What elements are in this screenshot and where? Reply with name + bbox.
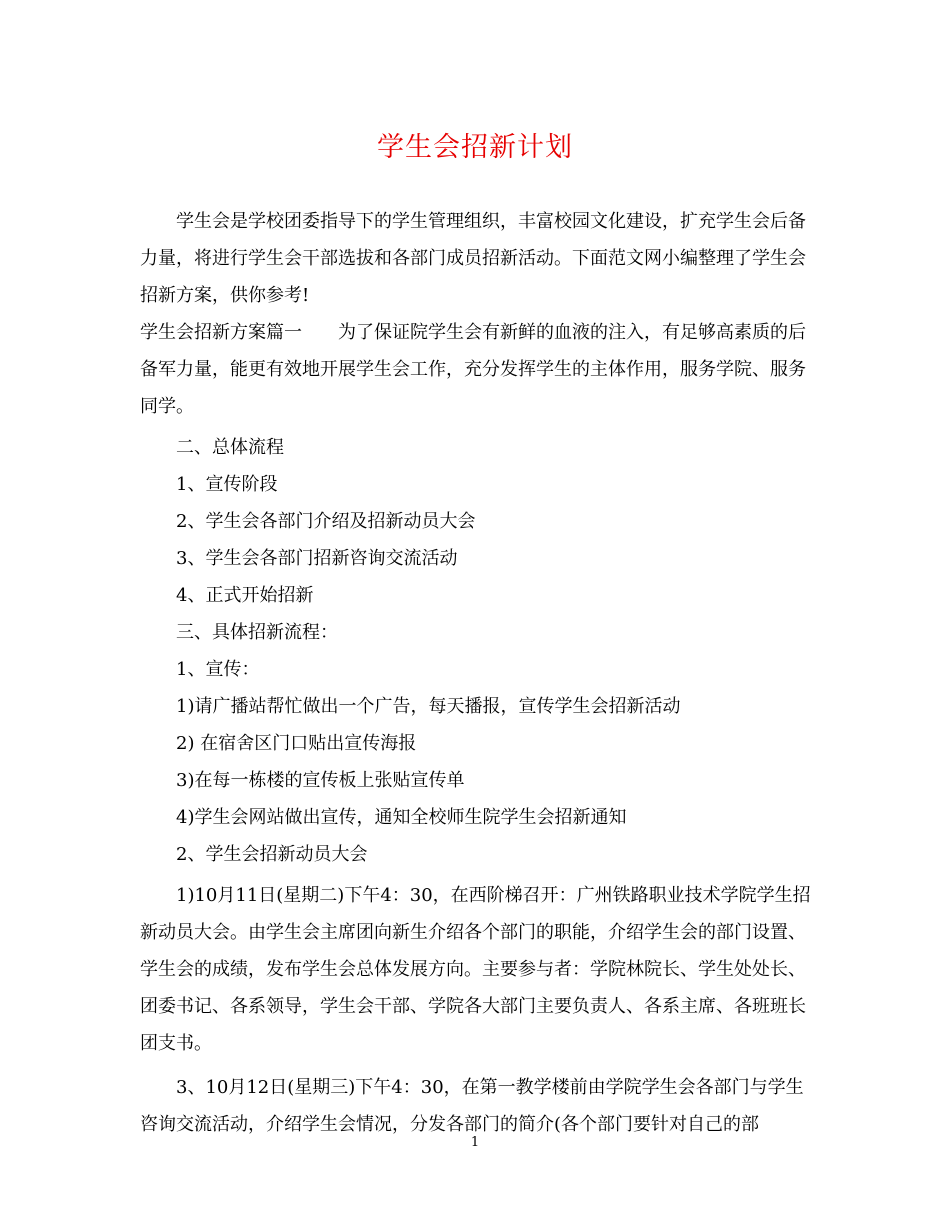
- document-body: [140, 203, 815, 1143]
- list-item: 2、学生会各部门介绍及招新动员大会: [176, 511, 476, 532]
- list-item: 3、学生会各部门招新咨询交流活动: [176, 548, 458, 569]
- list-item: 3)在每一栋楼的宣传板上张贴宣传单: [176, 770, 465, 791]
- list-item: 1)请广播站帮忙做出一个广告，每天播报，宣传学生会招新活动: [176, 696, 681, 717]
- list-item: 2) 在宿舍区门口贴出宣传海报: [176, 733, 417, 754]
- consultation-activity-paragraph: 3、10月12日(星期三)下午4：30，在第一教学楼前由学院学生会各部门与学生咨询交流活动，介绍学生会情况，分发各部门的简介(各个部门要针对自己的部: [140, 1077, 804, 1135]
- page-number: 1: [470, 1135, 480, 1150]
- list-item: 2、学生会招新动员大会: [176, 844, 368, 865]
- plan-one-paragraph: 学生会招新方案篇一 为了保证院学生会有新鲜的血液的注入，有足够高素质的后备军力量，能更有效地开展学生会工作，充分发挥学生的主体作用，服务学院、服务同学。: [140, 322, 806, 417]
- document-title: 学生会招新计划: [377, 132, 573, 163]
- list-item: 1、宣传：: [176, 659, 260, 680]
- section-heading-overall-process: 二、总体流程: [176, 437, 284, 458]
- list-item: 4)学生会网站做出宣传，通知全校师生院学生会招新通知: [176, 807, 627, 828]
- mobilization-meeting-paragraph: 1)10月11日(星期二)下午4：30，在西阶梯召开：广州铁路职业技术学院学生招新动员大会。由学生会主席团向新生介绍各个部门的职能，介绍学生会的部门设置、学生会的成绩，发布学生会总体发展方向。主要参与者：学院林院长、学生处处长、团委书记、各系领导，学生会干部、学院各大部门主要负责人、各系主席、各班班长团支书。: [140, 885, 811, 1054]
- list-item: 4、正式开始招新: [176, 585, 314, 606]
- intro-paragraph: 学生会是学校团委指导下的学生管理组织，丰富校园文化建设，扩充学生会后备力量，将进行学生会干部选拔和各部门成员招新活动。下面范文网小编整理了学生会招新方案，供你参考!: [140, 211, 806, 306]
- section-heading-specific-process: 三、具体招新流程：: [176, 622, 338, 643]
- list-item: 1、宣传阶段: [176, 474, 278, 495]
